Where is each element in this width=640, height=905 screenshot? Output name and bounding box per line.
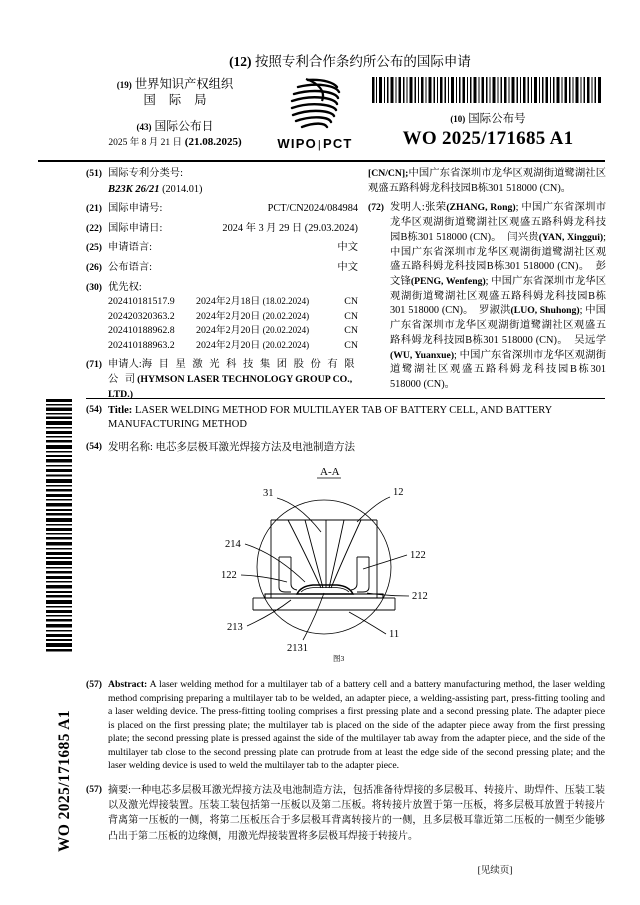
applicant-label: 申请人: — [108, 359, 142, 371]
header-org-block — [95, 77, 255, 149]
priority-country: CN — [344, 325, 358, 337]
inventor-address: 中国广东省深圳市龙华区观湖街道鹭湖社区观盛五路科姆龙科技园B栋301 518000 (CN)。 — [390, 246, 606, 273]
inventor-name-cn: 彭文锋 — [390, 261, 606, 288]
field-code-71: (71) — [86, 359, 102, 371]
inventor-address: 中国广东省深圳市龙华区观湖街道鹭湖社区观盛五路科姆龙科技园B栋301 518000 (CN)。 — [390, 276, 607, 317]
field-filing-language — [86, 241, 358, 256]
field-title-en — [86, 404, 605, 432]
inventor-address: 中国广东省深圳市龙华区观湖街道鹭湖社区观盛五路科姆龙科技园B栋301 518000 (CN)。 — [390, 349, 606, 391]
applicant-address: 中国广东省深圳市龙华区观湖街道鹭湖社区观盛五路科姆龙科技园B栋301 518000 (CN)。 — [368, 168, 606, 194]
priority-row — [108, 310, 358, 324]
publication-date-block — [95, 119, 255, 134]
spine-publication-number: WO 2025/171685 A1 — [56, 709, 73, 852]
field-code-51: (51) — [86, 168, 102, 179]
org-bureau: 国 际 局 — [143, 92, 212, 107]
abstract-cn-body — [108, 783, 605, 844]
app-number-value: PCT/CN2024/084984 — [267, 203, 358, 215]
priority-number: 202420320363.2 — [108, 310, 175, 322]
field-code-26: (26) — [86, 262, 102, 274]
pct-text: PCT — [322, 136, 353, 151]
priority-date: 2024年2月18日 (18.02.2024) — [196, 296, 310, 308]
priority-row — [108, 339, 358, 353]
page-footer — [0, 862, 640, 876]
patent-figure — [86, 462, 605, 674]
priority-country: CN — [344, 296, 358, 308]
priority-country: CN — [344, 339, 358, 351]
header-publication-block — [371, 77, 605, 150]
ipc-value-row — [108, 182, 358, 198]
header-barcode — [371, 77, 603, 103]
field-abstract-cn — [86, 783, 605, 844]
field-title-cn — [86, 441, 605, 455]
pub-date-cn: 2025 年 8 月 21 日 — [108, 137, 183, 148]
field-code-54-cn: (54) — [86, 441, 102, 453]
pub-date-label: 国际公布日 — [154, 119, 214, 134]
field-applicant — [86, 358, 358, 403]
code-43: (43) — [136, 122, 152, 133]
abstract-en-body — [108, 678, 605, 773]
publication-number: WO 2025/171685 A1 — [402, 128, 574, 149]
kind-12-code: (12) — [229, 54, 252, 69]
app-number-label: 国际申请号: — [108, 203, 163, 215]
inventor-name-en: (PENG, Wenfeng) — [410, 276, 486, 288]
priority-country: CN — [344, 310, 358, 322]
continued-note: [见续页] — [477, 866, 513, 876]
biblio-right-column — [368, 167, 606, 398]
inventor-address: 中国广东省深圳市龙华区观湖街道鹭湖社区观盛五路科姆龙科技园B栋301 518000 (CN)。 — [390, 202, 606, 243]
field-abstract-en — [86, 678, 605, 773]
app-date-value: 2024 年 3 月 29 日 (29.03.2024) — [222, 222, 358, 234]
inventor-name-cn: 罗淑洪 — [479, 305, 511, 317]
ipc-code: B23K 26/21 — [108, 183, 160, 195]
field-inventors — [368, 201, 606, 392]
code-10: (10) — [450, 114, 466, 124]
pub-date-iso: (21.08.2025) — [184, 135, 242, 148]
title-text-cn: 电芯多层极耳激光焊接方法及电池制造方法 — [155, 442, 356, 454]
applicant-address-continued — [368, 167, 606, 196]
priority-number: 202410181517.9 — [108, 296, 175, 308]
abstract-text-en: A laser welding method for a multilayer tab of a battery cell and a battery manufacturing method, the laser welding method comprising preparing a multilayer tab to be welded, an adapter piece, a welding-assisting part, press-fitting tooling and a laser welding device. The press-fitting tooling comprises a first pressing plate and a second pressing plate. The adapter piece is placed on the first pressing plate; the multilayer tab is placed on the side of the adapter piece away from the first pressing plate; the second pressing plate is pressed against the side of the multilayer tab away from the adapter piece, and the side of the multilayer tab close to the second pressing plate can protrude from at least the edge side of the second pressing plate; and the laser welding device is used to weld the multilayer tab to the adapter piece. — [108, 679, 606, 772]
wipo-globe-icon — [282, 77, 348, 135]
field-code-54-en: (54) — [86, 404, 102, 415]
ipc-label: 国际专利分类号: — [108, 168, 183, 179]
document-header — [95, 48, 605, 160]
priority-row — [108, 324, 358, 338]
field-priority — [86, 281, 358, 353]
pub-language-label: 公布语言: — [108, 262, 153, 274]
abstract-section — [86, 678, 605, 854]
section-label: A-A — [319, 466, 340, 478]
wipo-separator: | — [317, 139, 322, 151]
abstract-label-cn: 摘要: — [108, 785, 131, 797]
callout-11: 11 — [388, 629, 399, 640]
field-application-date — [86, 222, 358, 237]
inventor-name-cn: 闫兴贵 — [507, 231, 539, 243]
page-spine — [38, 398, 84, 863]
title-label-cn: 发明名称: — [108, 442, 153, 454]
inventor-name-cn: 吴远学 — [574, 334, 606, 346]
bibliographic-data — [86, 167, 607, 400]
priority-date: 2024年2月20日 (20.02.2024) — [196, 325, 310, 337]
priority-number: 202410188963.2 — [108, 339, 175, 351]
callout-214: 214 — [224, 539, 241, 550]
inventors-list: 发明人:张荣(ZHANG, Rong); 中国广东省深圳市龙华区观湖街道鹭湖社区观盛五路科姆龙科技园B栋301 518000 (CN)。 闫兴贵(YAN, Xinggui); 中国广东省深圳市龙华区观湖街道鹭湖社区观盛五路科姆龙科技园B栋301 518000 (CN)。 彭文锋(PENG, Wenfeng); 中国广东省深圳市龙华区观湖街道鹭湖社区观盛五路科姆龙科技园B栋301 518000 (CN)。 罗淑洪(LUO, Shuhong); 中国广东省深圳市龙华区观湖街道鹭湖社区观盛五路科姆龙科技园B栋301 518000 (CN)。 吴远学(WU, Yuanxue); 中国广东省深圳市龙华区观湖街道鹭湖社区观盛五路科姆龙科技园B栋301 518000 (CN)。 — [390, 202, 607, 391]
field-application-number — [86, 202, 358, 217]
inventor-name-en: (ZHANG, Rong) — [446, 202, 516, 214]
pub-number-label-row — [371, 110, 605, 126]
field-ipc — [86, 167, 358, 197]
header-kind-12 — [95, 50, 605, 70]
inventor-name-en: (YAN, Xinggui) — [538, 231, 604, 243]
field-code-21: (21) — [86, 203, 102, 215]
priority-number: 202410188962.8 — [108, 325, 175, 337]
biblio-left-column — [86, 167, 358, 408]
header-divider — [38, 160, 605, 162]
applicant-name-en: (HYMSON LASER TECHNOLOGY GROUP CO., LTD.) — [108, 373, 353, 400]
field-publication-language — [86, 261, 358, 276]
biblio-divider — [86, 398, 605, 399]
priority-date: 2024年2月20日 (20.02.2024) — [196, 339, 310, 351]
field-code-72: (72) — [368, 202, 384, 214]
org-line-1 — [95, 77, 255, 93]
field-code-57-en: (57) — [86, 679, 102, 690]
app-date-label: 国际申请日: — [108, 222, 163, 234]
inventor-name-en: (WU, Yuanxue) — [390, 349, 455, 361]
abstract-text-cn: 一种电芯多层极耳激光焊接方法及电池制造方法，包括准备待焊接的多层极耳、转接片、助焊件、压装工装以及激光焊接装置。压装工装包括第一压板以及第二压板。将转接片放置于第一压板，将多层极耳放置于转接片背离第一压板的一侧，将第二压板压合于多层极耳背离转接片的一侧，且多层极耳靠近第二压板的一侧至少能够凸出于第二压板的边缘侧，用激光焊接装置将多层极耳焊接于转接片。 — [108, 785, 605, 842]
inventors-label: 发明人: — [390, 202, 425, 214]
wipo-logo-block — [261, 77, 369, 151]
inventor-address: 中国广东省深圳市龙华区观湖街道鹭湖社区观盛五路科姆龙科技园B栋301 518000 (CN)。 — [390, 305, 607, 346]
callout-31: 31 — [262, 488, 273, 499]
priority-row — [108, 295, 358, 309]
callout-212: 212 — [411, 591, 428, 602]
callout-2131: 2131 — [286, 643, 308, 654]
abstract-label-en: Abstract: — [108, 679, 148, 690]
field-code-22: (22) — [86, 222, 102, 234]
priority-label: 优先权: — [108, 281, 142, 293]
callout-213: 213 — [226, 622, 243, 633]
field-code-30: (30) — [86, 281, 102, 293]
wipo-wordmark — [261, 136, 369, 151]
applicant-name-cn: 海 目 星 激 光 科 技 集 团 股 份 有 限 公 司 — [108, 359, 357, 385]
kind-12-text: 按照专利合作条约所公布的国际申请 — [254, 54, 471, 69]
figure-cross-section-aa — [181, 462, 511, 667]
org-name: 世界知识产权组织 — [134, 77, 234, 91]
title-block — [86, 404, 605, 464]
publication-date-value — [95, 135, 255, 149]
applicant-nationality: [CN/CN]; — [368, 168, 409, 179]
callout-122-left: 122 — [220, 570, 237, 581]
title-text-en: LASER WELDING METHOD FOR MULTILAYER TAB OF BATTERY CELL, AND BATTERY MANUFACTURING METHOD — [108, 405, 552, 431]
field-code-57-cn: (57) — [86, 784, 102, 796]
filing-language-value: 中文 — [337, 242, 358, 254]
inventor-name-en: (LUO, Shuhong) — [510, 305, 580, 317]
field-code-25: (25) — [86, 242, 102, 254]
wipo-text: WIPO — [277, 136, 317, 151]
pub-number-label: 国际公布号 — [468, 113, 526, 125]
ipc-edition: (2014.01) — [162, 183, 203, 195]
filing-language-label: 申请语言: — [108, 242, 153, 254]
figure-caption: 图3 — [332, 654, 344, 663]
priority-date: 2024年2月20日 (20.02.2024) — [196, 310, 310, 322]
title-label-en: Title: — [108, 405, 133, 416]
pub-language-value: 中文 — [337, 262, 358, 274]
code-19: (19) — [116, 80, 132, 90]
inventor-name-cn: 张荣 — [424, 202, 447, 214]
callout-12: 12 — [392, 487, 403, 498]
callout-122-right: 122 — [409, 550, 426, 561]
